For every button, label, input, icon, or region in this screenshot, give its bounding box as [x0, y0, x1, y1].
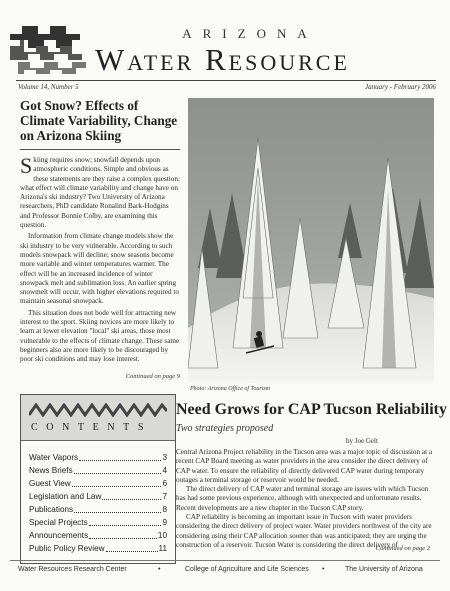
- toc-item[interactable]: [29, 464, 167, 477]
- arizona-zigzag-logo: [10, 26, 90, 76]
- toc-item-label: Guest View: [29, 479, 71, 488]
- toc-item-page: 4: [162, 466, 167, 475]
- toc-item-label: Announcements: [29, 531, 89, 540]
- lead-paragraph-1: [20, 153, 180, 230]
- cap-paragraph-1: Central Arizona Project reliability in the Tucson area was a major topic of discussion at a recent CAP Board meeting as water providers in the area consider the direct delivery of CAP water. To ensure the reliability of directly delivered CAP water during temporary outages a terminal storage or reservoir would be needed.: [176, 448, 433, 484]
- cap-story-body: [176, 448, 434, 550]
- masthead-kicker: ARIZONA: [182, 26, 318, 41]
- toc-item-label: Publications: [29, 505, 74, 514]
- masthead: [0, 0, 450, 91]
- snowy-forest-skier-image: [188, 98, 434, 383]
- photo-credit: Photo: Arizona Office of Tourism: [190, 386, 271, 392]
- contents-label: CONTENTS: [31, 422, 153, 433]
- skiing-photo: [188, 98, 434, 383]
- toc-item-page: 6: [162, 479, 167, 488]
- toc-leader-dots: [72, 477, 162, 487]
- toc-leader-dots: [74, 464, 162, 474]
- footer-college: College of Agriculture and Life Sciences: [185, 566, 309, 573]
- toc-leader-dots: [106, 542, 158, 552]
- lead-continued-note: Continued on page 9: [125, 372, 180, 380]
- issue-date: January - February 2006: [365, 83, 436, 91]
- toc-item-page: 3: [162, 453, 167, 462]
- toc-leader-dots: [89, 516, 162, 526]
- lead-paragraph-1-text: kiing requires snow; snowfall depends upon atmospheric conditions. Simple and obvious as these statements are they raise a complex question: what effect will climate variability and change have on Arizona's ski industry? Two University of Arizona researchers, PhD candidate Ronalind Bark-Hodgins and Professor Bonnie Colby, are examining this question.: [20, 156, 180, 230]
- lead-paragraph-2: Information from climate change models show the ski industry to be very vulnerable. According to such models snowpack will decline; snow seasons become more variable and winter temperatures warmer. The effect will be an increased incidence of winter snowpack melt and sublimation loss. An earlier spring snowmelt will occur, with higher elevations required to maintain seasonal snowpack.: [20, 232, 179, 306]
- drop-cap: S: [20, 153, 33, 178]
- lead-paragraph-3: This situation does not bode well for attracting new interest to the sport. Skiing novices are more likely to learn at lower elevation "local" ski areas, those most vulnerable to the effects of climate change. These same beginners also are more likely to be discouraged by poor ski conditions and may lose interest.: [20, 308, 180, 364]
- toc-item-label: News Briefs: [29, 466, 73, 475]
- contents-box: [20, 394, 176, 564]
- toc-item-page: 8: [162, 505, 167, 514]
- cap-continued-note: Continued on page 2: [375, 545, 430, 552]
- footer-separator: •: [158, 566, 161, 573]
- toc-item-label: Special Projects: [29, 518, 88, 527]
- toc-item-label: Water Vapors: [29, 453, 79, 462]
- cap-paragraph-2: The direct delivery of CAP water and terminal storage are issues with which Tucson has had some previous experience, although with unexpected and unfortunate results. Recent developments are a new chapter in the Tucson CAP story.: [176, 485, 429, 512]
- toc-item-page: 10: [157, 531, 167, 540]
- toc-item-label: Legislation and Law: [29, 492, 102, 501]
- cap-story-subtitle: Two strategies proposed: [176, 423, 274, 434]
- toc-item[interactable]: [29, 477, 167, 490]
- cap-story-byline: by Joe Gelt: [346, 437, 378, 445]
- footer-center-name: Water Resources Research Center: [18, 566, 127, 573]
- cap-story-title: Need Grows for CAP Tucson Reliability: [176, 401, 447, 418]
- cap-paragraph-3: CAP reliability is becoming an important issue in Tucson with water providers considering the direct delivery of project water. Water providers northwest of the city are considering using their CAP allocation sooner than was anticipated; they are urging the construction of a reservoir. Tucson Water is considering the direct delivery of: [176, 513, 432, 549]
- toc-item-page: 9: [162, 518, 167, 527]
- toc-item-page: 11: [158, 544, 167, 553]
- footer-separator: •: [322, 566, 325, 573]
- toc-item[interactable]: [29, 542, 167, 555]
- toc-leader-dots: [74, 503, 161, 513]
- lead-story-body: [20, 153, 180, 365]
- toc-leader-dots: [89, 529, 157, 539]
- toc-item-page: 7: [162, 492, 167, 501]
- masthead-title: Water Resource: [95, 42, 350, 77]
- toc-item[interactable]: [29, 451, 167, 464]
- toc-item[interactable]: [29, 529, 167, 542]
- volume-number: Volume 14, Number 5: [18, 83, 79, 91]
- divider: [20, 149, 180, 150]
- table-of-contents: [21, 441, 175, 555]
- toc-leader-dots: [102, 490, 161, 500]
- contents-header: [21, 395, 175, 441]
- footer: [10, 560, 440, 576]
- toc-item[interactable]: [29, 516, 167, 529]
- zigzag-ornament-icon: [29, 403, 167, 417]
- toc-item[interactable]: [29, 503, 167, 516]
- toc-item-label: Public Policy Review: [29, 544, 105, 553]
- toc-item[interactable]: [29, 490, 167, 503]
- lead-story: [20, 96, 180, 380]
- footer-university: The University of Arizona: [345, 566, 423, 573]
- toc-leader-dots: [79, 451, 161, 461]
- lead-story-title: Got Snow? Effects of Climate Variability, Change on Arizona Skiing: [20, 98, 178, 143]
- issue-info-bar: [16, 80, 436, 94]
